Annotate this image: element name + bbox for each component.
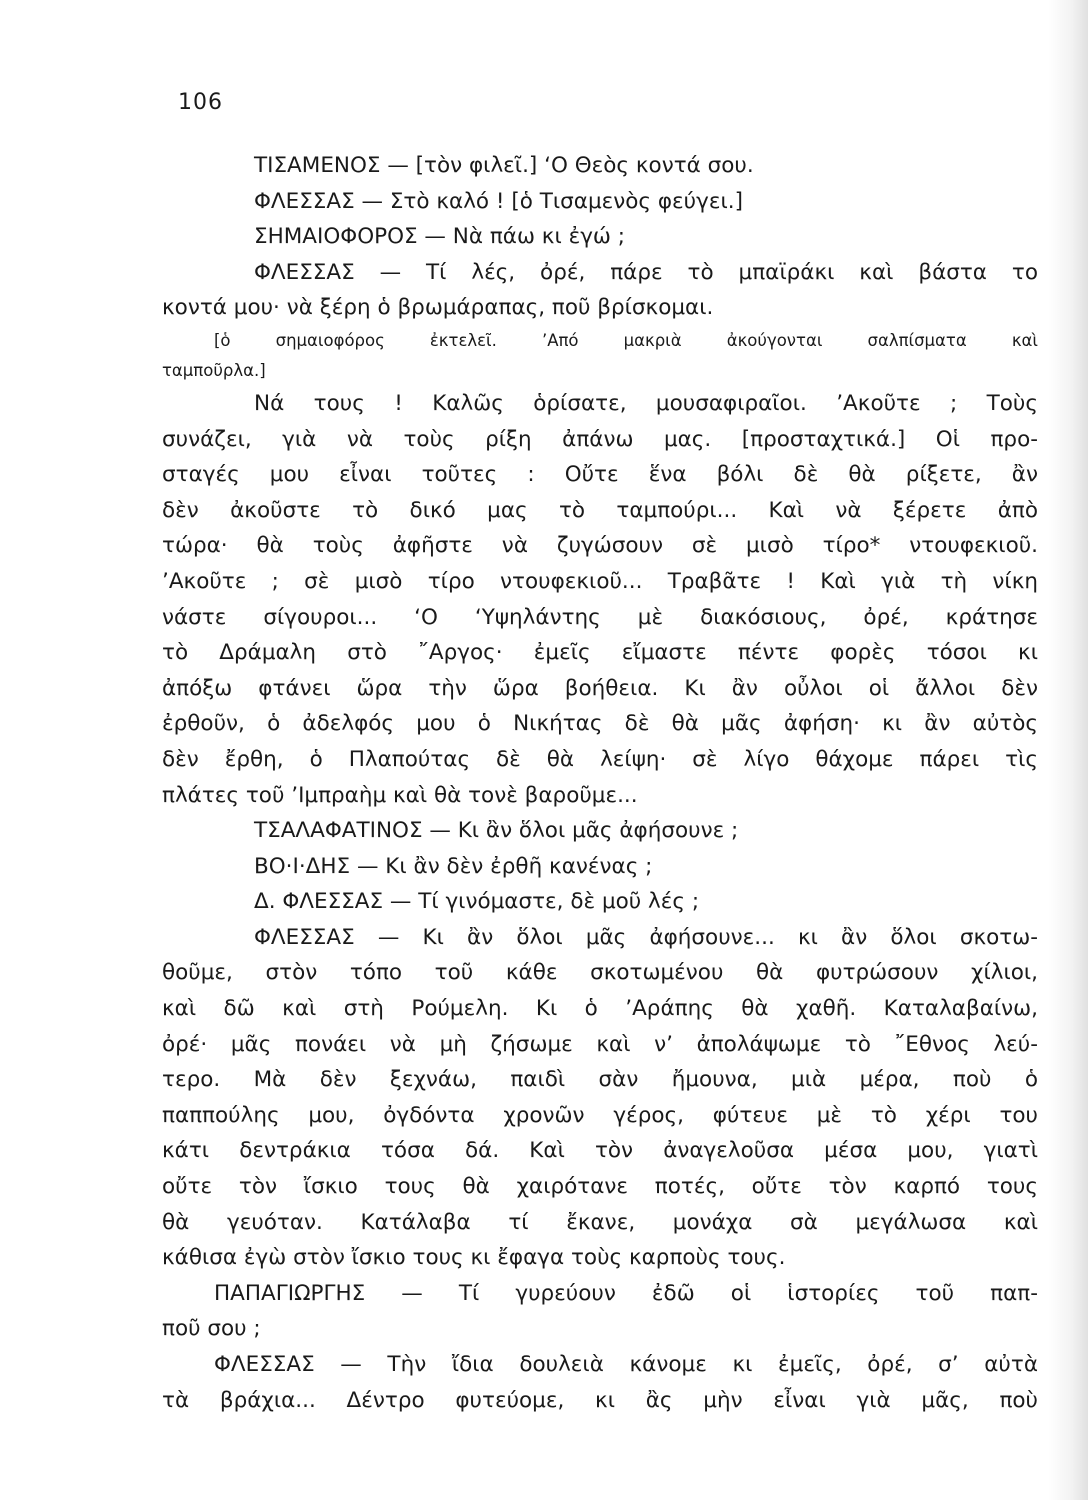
text-line: τὰ βράχια... Δέντρο φυτεύομε, κι ἂς μὴν εἶναι γιὰ μᾶς, ποὺ: [162, 1387, 1038, 1413]
text-line: ’Ακοῦτε ; σὲ μισὸ τίρο ντουφεκιοῦ... Τραβᾶτε ! Καὶ γιὰ τὴ νίκη: [162, 568, 1038, 594]
text-line: ΤΙΣΑΜΕΝΟΣ — [τὸν φιλεῖ.] ‘Ο Θεὸς κοντά σου.: [254, 153, 754, 178]
text-line: ταμποῦρλα.]: [162, 360, 266, 380]
text-line: Νά τους ! Καλῶς ὁρίσατε, μουσαφιραῖοι. ’Ακοῦτε ; Τοὺς: [254, 390, 1038, 416]
page-number: 106: [178, 90, 223, 115]
text-line: ΣΗΜΑΙΟΦΟΡΟΣ — Νὰ πάω κι ἐγώ ;: [254, 224, 626, 250]
text-line: ποῦ σου ;: [162, 1316, 261, 1342]
text-line: ἐρθοῦν, ὁ ἀδελφός μου ὁ Νικήτας δὲ θὰ μᾶς ἀφήση· κι ἂν αὐτὸς: [162, 711, 1038, 737]
text-line: ΦΛΕΣΣΑΣ — Τί λές, ὀρέ, πάρε τὸ μπαϊράκι καὶ βάστα το: [254, 259, 1038, 285]
page-edge-shadow: [1048, 0, 1088, 1500]
text-line: ἀπόξω φτάνει ὥρα τὴν ὥρα βοήθεια. Κι ἂν οὖλοι οἱ ἄλλοι δὲν: [162, 675, 1038, 701]
text-line: [ὁ σημαιοφόρος ἐκτελεῖ. ’Από μακριὰ ἀκούγονται σαλπίσματα καὶ: [214, 330, 1038, 350]
text-line: ΒΟ·Ι·ΔΗΣ — Κι ἂν δὲν ἐρθῆ κανένας ;: [254, 853, 653, 879]
text-line: τώρα· θὰ τοὺς ἀφῆστε νὰ ζυγώσουν σὲ μισὸ τίρο* ντουφεκιοῦ.: [162, 533, 1038, 559]
text-line: ὀρέ· μᾶς πονάει νὰ μὴ ζήσωμε καὶ ν’ ἀπολάψωμε τὸ ῎Εθνος λεύ-: [162, 1031, 1038, 1057]
text-line: κάθισα ἐγὼ στὸν ἴσκιο τους κι ἔφαγα τοὺς καρποὺς τους.: [162, 1245, 786, 1271]
body-text: [162, 148, 1038, 1418]
text-line: θὰ γευόταν. Κατάλαβα τί ἔκανε, μονάχα σὰ μεγάλωσα καὶ: [162, 1209, 1038, 1235]
text-line: δὲν ἀκοῦστε τὸ δικό μας τὸ ταμπούρι... Καὶ νὰ ξέρετε ἀπὸ: [162, 497, 1038, 523]
text-line: νάστε σίγουροι... ‘Ο ‘Υψηλάντης μὲ διακόσιους, ὀρέ, κράτησε: [162, 604, 1038, 630]
text-line: παππούλης μου, ὀγδόντα χρονῶν γέρος, φύτευε μὲ τὸ χέρι του: [162, 1102, 1038, 1128]
text-line: δὲν ἔρθη, ὁ Πλαπούτας δὲ θὰ λείψη· σὲ λίγο θάχομε πάρει τὶς: [162, 746, 1038, 772]
text-line: ΦΛΕΣΣΑΣ — Στὸ καλό ! [ὁ Τισαμενὸς φεύγει.]: [254, 188, 743, 214]
text-line: κοντά μου· νὰ ξέρη ὁ βρωμάραπας, ποῦ βρίσκομαι.: [162, 295, 714, 321]
text-line: ΦΛΕΣΣΑΣ — Τὴν ἴδια δουλειὰ κάνομε κι ἐμεῖς, ὀρέ, σ’ αὐτὰ: [214, 1352, 1038, 1377]
text-line: οὔτε τὸν ἴσκιο τους θὰ χαιρότανε ποτές, οὔτε τὸν καρπό τους: [162, 1174, 1038, 1200]
text-line: θοῦμε, στὸν τόπο τοῦ κάθε σκοτωμένου θὰ φυτρώσουν χίλιοι,: [162, 960, 1038, 986]
text-line: Δ. ΦΛΕΣΣΑΣ — Τί γινόμαστε, δὲ μοῦ λές ;: [254, 889, 700, 915]
text-line: πλάτες τοῦ ’Ιμπραὴμ καὶ θὰ τονὲ βαροῦμε...: [162, 782, 638, 808]
text-line: ΠΑΠΑΓΙΩΡΓΗΣ — Τί γυρεύουν ἐδῶ οἱ ἱστορίες τοῦ παπ-: [214, 1280, 1038, 1306]
text-line: σταγές μου εἶναι τοῦτες : Οὔτε ἕνα βόλι δὲ θὰ ρίξετε, ἂν: [162, 462, 1038, 488]
text-line: ΦΛΕΣΣΑΣ — Κι ἂν ὅλοι μᾶς ἀφήσουνε... κι ἂν ὅλοι σκοτω-: [254, 924, 1038, 950]
text-line: τερο. Μὰ δὲν ξεχνάω, παιδὶ σὰν ἤμουνα, μιὰ μέρα, ποὺ ὁ: [162, 1067, 1038, 1093]
text-line: κάτι δεντράκια τόσα δά. Καὶ τὸν ἀναγελοῦσα μέσα μου, γιατὶ: [162, 1138, 1038, 1164]
text-line: ΤΣΑΛΑΦΑΤΙΝΟΣ — Κι ἂν ὅλοι μᾶς ἀφήσουνε ;: [254, 818, 739, 844]
text-line: καὶ δῶ καὶ στὴ Ρούμελη. Κι ὁ ’Αράπης θὰ χαθῆ. Καταλαβαίνω,: [162, 996, 1038, 1022]
text-line: τὸ Δράμαλη στὸ ῎Αργος· ἐμεῖς εἴμαστε πέντε φορὲς τόσοι κι: [162, 640, 1038, 666]
text-line: συνάζει, γιὰ νὰ τοὺς ρίξη ἀπάνω μας. [προσταχτικά.] Οἱ προ-: [162, 426, 1038, 452]
